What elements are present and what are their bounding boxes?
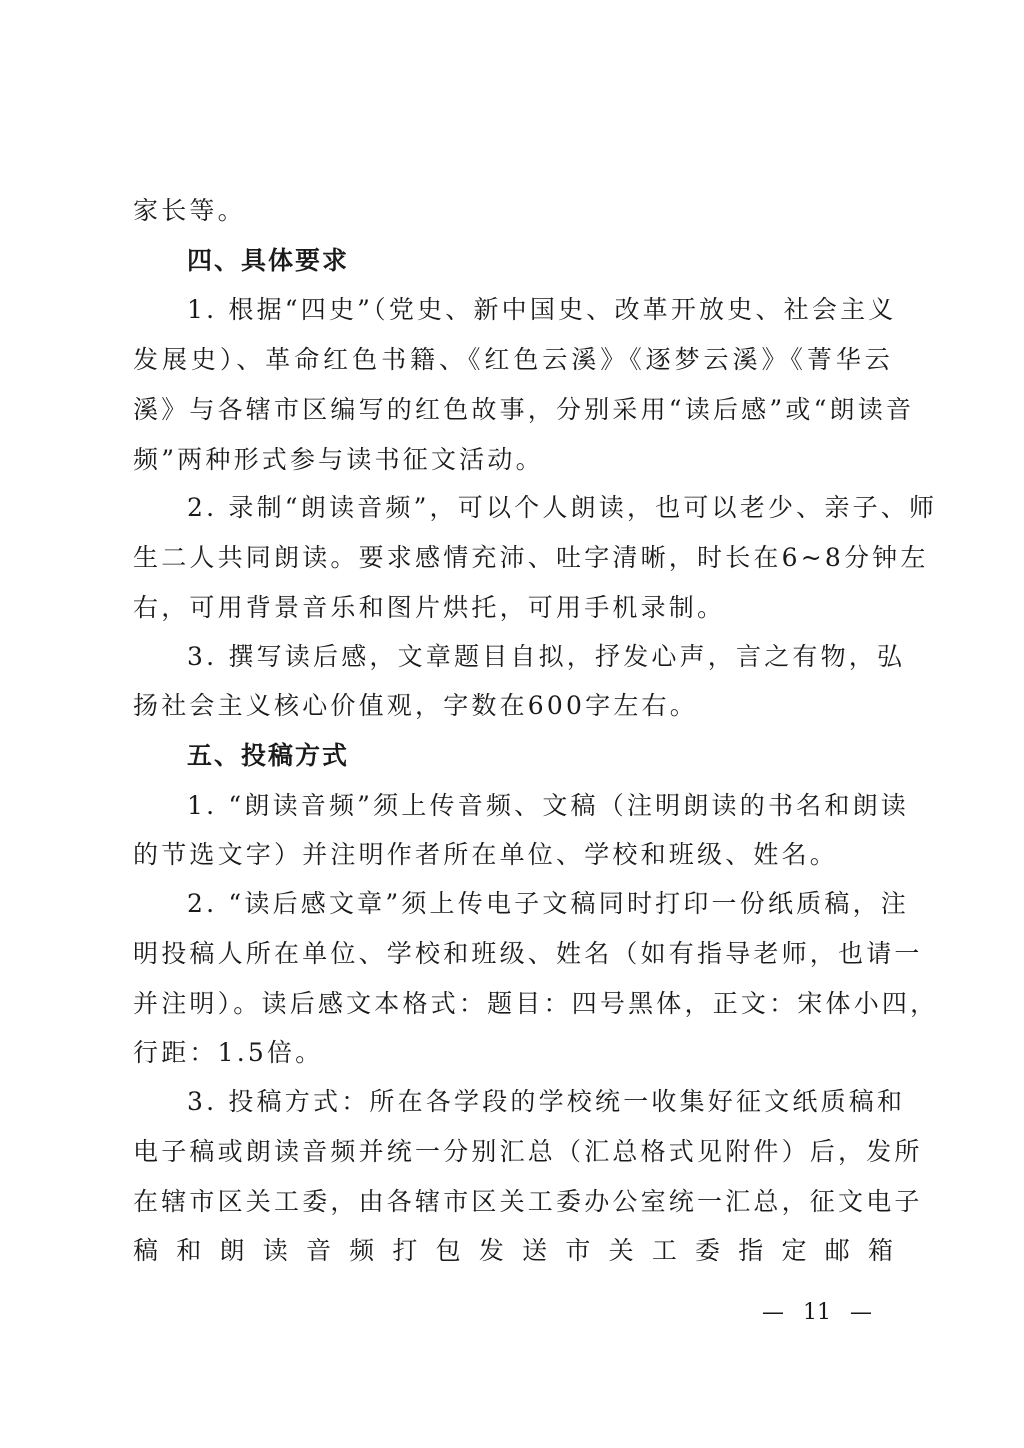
paragraph-line: 1. “朗读音频”须上传音频、文稿（注明朗读的书名和朗读 xyxy=(187,791,909,820)
section-heading: 五、投稿方式 xyxy=(187,741,350,770)
paragraph-line: 并注明）。读后感文本格式：题目：四号黑体，正文：宋体小四， xyxy=(133,989,939,1018)
section-heading: 四、具体要求 xyxy=(187,246,350,275)
paragraph-line: 1. 根据“四史”（党史、新中国史、改革开放史、社会主义 xyxy=(187,295,897,324)
footer-dash-left: — xyxy=(762,1300,784,1325)
paragraph-line: 家长等。 xyxy=(133,196,246,225)
page-number-footer xyxy=(0,1302,1024,1324)
paragraph-line: 明投稿人所在单位、学校和班级、姓名（如有指导老师，也请一 xyxy=(133,939,923,968)
paragraph-line: 3. 撰写读后感，文章题目自拟，抒发心声，言之有物，弘 xyxy=(187,642,906,671)
paragraph-line: 溪》与各辖市区编写的红色故事，分别采用“读后感”或“朗读音 xyxy=(133,395,915,424)
paragraph-line: 2. 录制“朗读音频”，可以个人朗读，也可以老少、亲子、师 xyxy=(187,493,938,522)
paragraph-line: 生二人共同朗读。要求感情充沛、吐字清晰，时长在6~8分钟左 xyxy=(133,543,929,572)
paragraph-line: 频”两种形式参与读书征文活动。 xyxy=(133,445,544,474)
paragraph-line: 扬社会主义核心价值观，字数在600字左右。 xyxy=(133,691,698,720)
paragraph-line: 2. “读后感文章”须上传电子文稿同时打印一份纸质稿，注 xyxy=(187,889,909,918)
paragraph-line: 发展史）、革命红色书籍、《红色云溪》《逐梦云溪》《菁华云 xyxy=(133,345,893,374)
paragraph-line: 右，可用背景音乐和图片烘托，可用手机录制。 xyxy=(133,593,726,622)
paragraph-line: 电子稿或朗读音频并统一分别汇总（汇总格式见附件）后，发所 xyxy=(133,1137,923,1166)
paragraph-line: 的节选文字）并注明作者所在单位、学校和班级、姓名。 xyxy=(133,840,839,869)
paragraph-line: 在辖市区关工委，由各辖市区关工委办公室统一汇总，征文电子 xyxy=(133,1187,923,1216)
paragraph-line: 3. 投稿方式：所在各学段的学校统一收集好征文纸质稿和 xyxy=(187,1087,906,1116)
paragraph-line: 行距：1.5倍。 xyxy=(133,1038,324,1067)
page-number: 11 xyxy=(803,1300,831,1325)
footer-dash-right: — xyxy=(850,1300,872,1325)
paragraph-line: 稿和朗读音频打包发送市关工委指定邮箱 xyxy=(133,1236,893,1265)
